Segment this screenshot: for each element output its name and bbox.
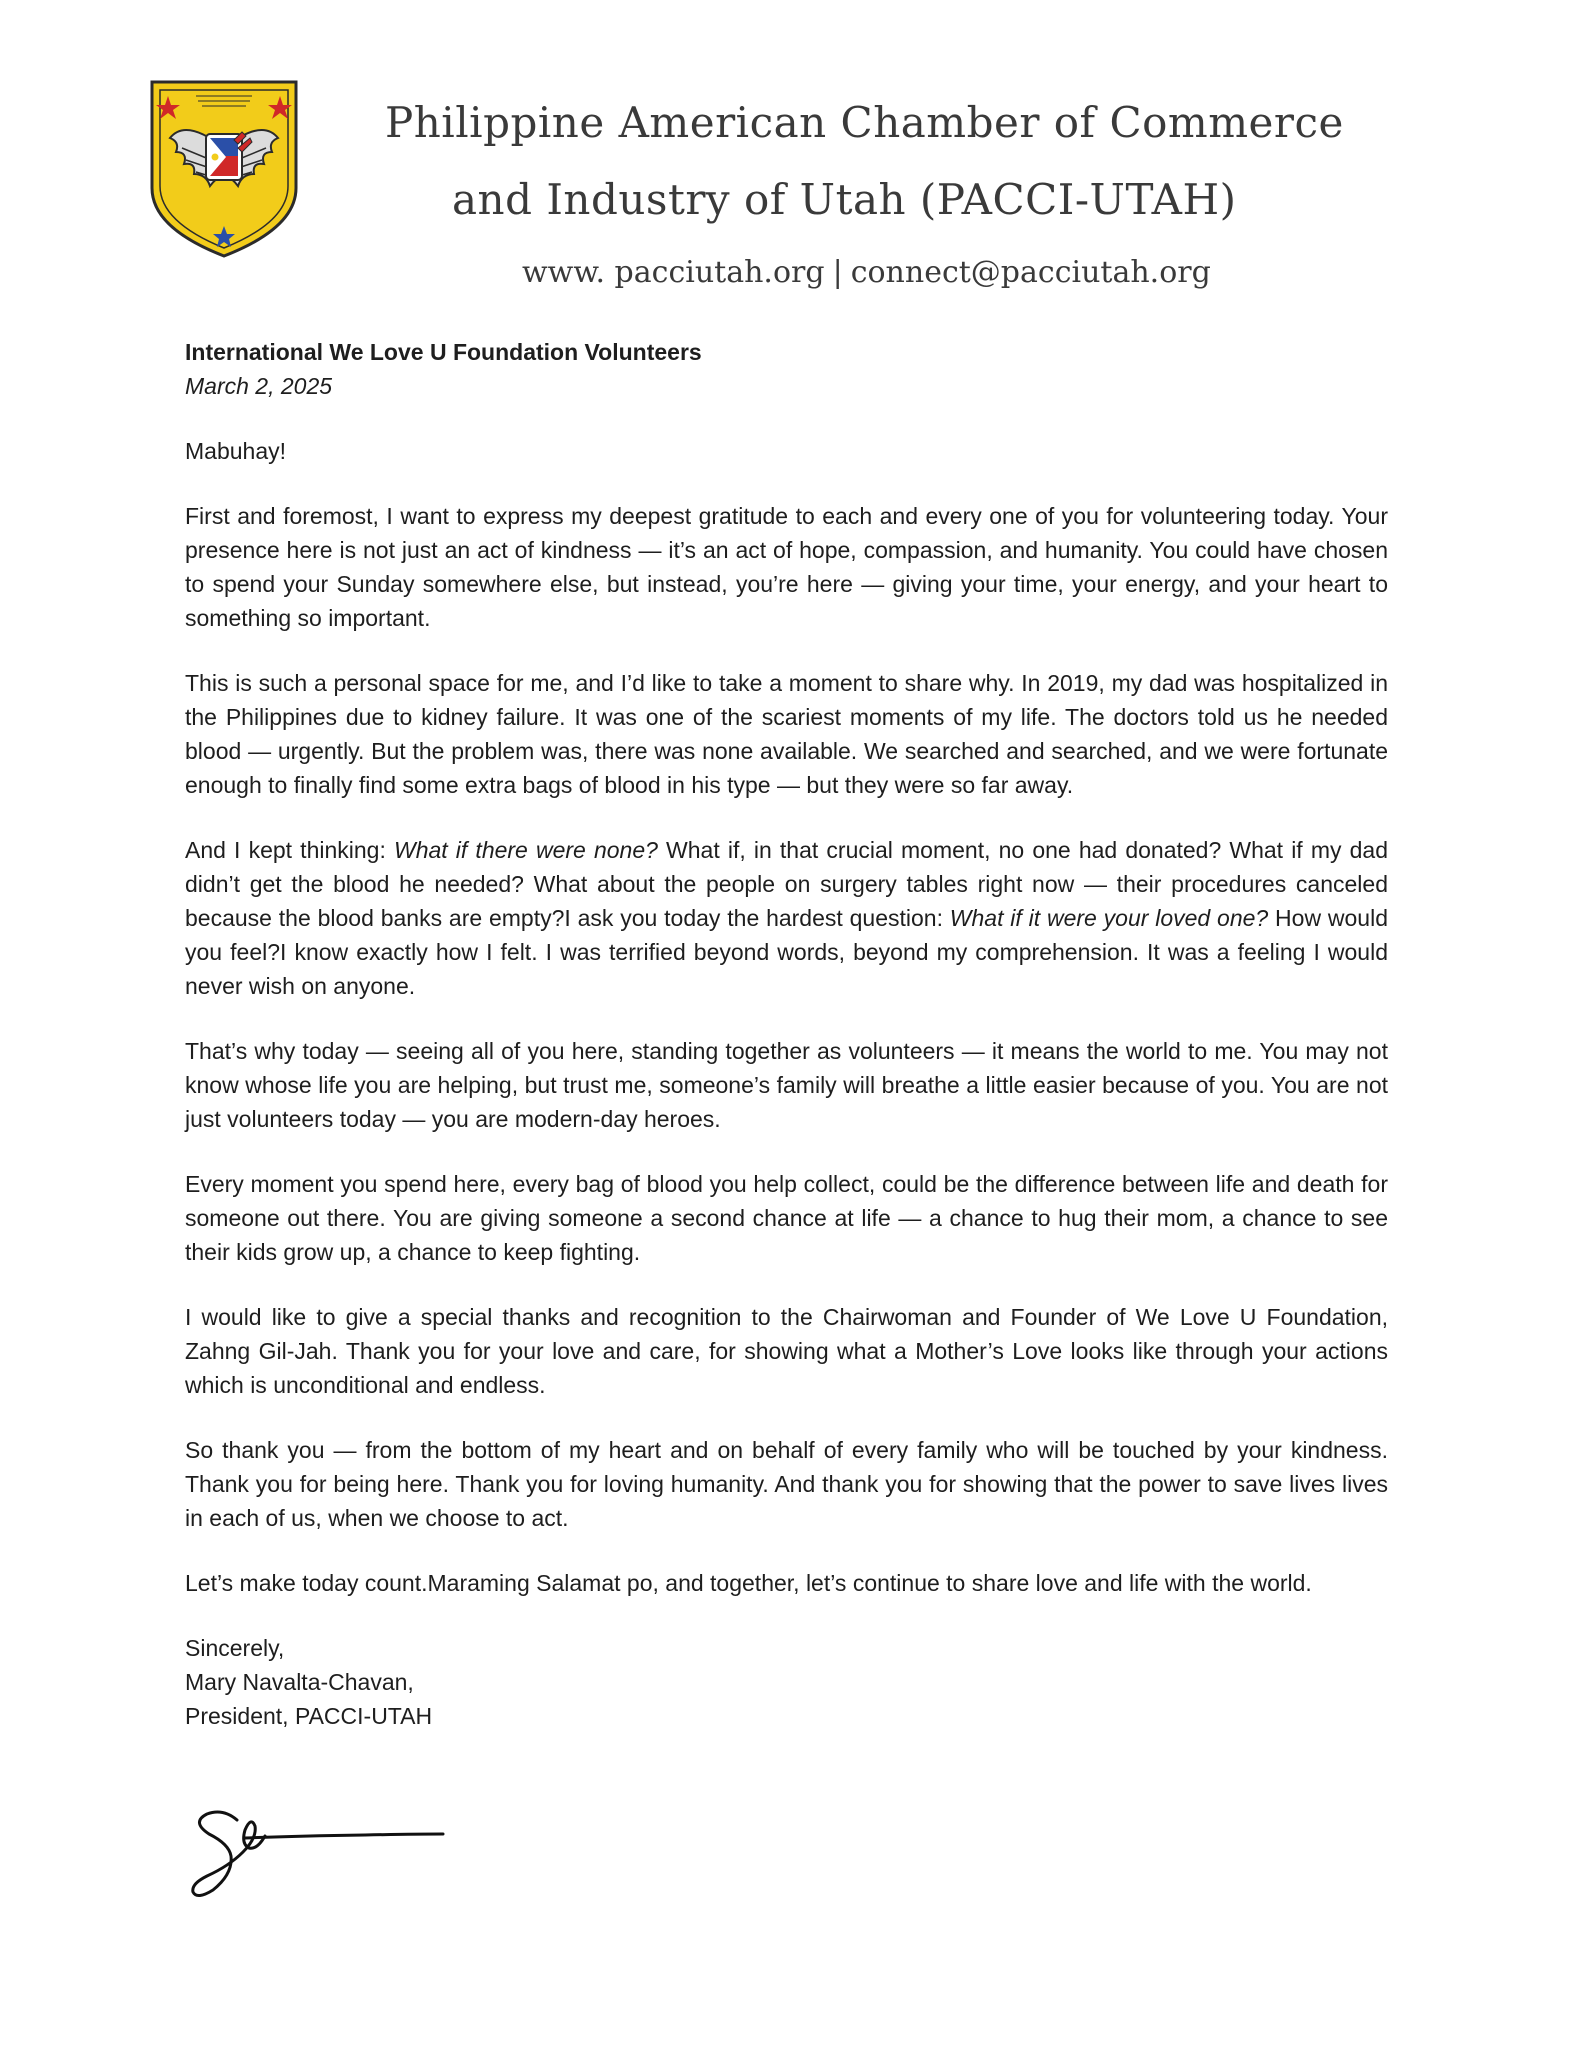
handwritten-signature-icon xyxy=(185,1800,455,1900)
paragraph-4: That’s why today — seeing all of you here, standing together as volunteers — it means the world to me. You may not know whose life you are helping, but trust me, someone’s family will breathe a little easier because of you. You are not just volunteers today — you are modern-day heroes. xyxy=(185,1038,1388,1132)
organization-name-line-2: and Industry of Utah (PACCI-UTAH) xyxy=(452,175,1237,224)
website-link[interactable]: www. pacciutah.org xyxy=(522,255,825,290)
organization-name-line-1: Philippine American Chamber of Commerce xyxy=(385,98,1344,147)
email-link[interactable]: connect@pacciutah.org xyxy=(850,255,1211,290)
paragraph-3-italic-b: What if it were your loved one? xyxy=(949,905,1269,931)
paragraph-3-text-a: And I kept thinking: xyxy=(185,837,394,863)
contact-info xyxy=(522,255,1211,290)
closing: Sincerely, xyxy=(185,1635,285,1661)
letter-greeting: Mabuhay! xyxy=(185,438,287,464)
signer-title: President, PACCI-UTAH xyxy=(185,1703,433,1729)
paragraph-3-text-c: How would you feel?I know exactly how I felt. I was terrified beyond words, beyond my comprehension. It was a feeling I would never wish on anyone. xyxy=(185,905,1388,999)
contact-separator: | xyxy=(832,255,843,290)
paragraph-1: First and foremost, I want to express my deepest gratitude to each and every one of you for volunteering today. Your presence here is not just an act of kindness — it’s an act of hope, compassion, and humanity. You could have chosen to spend your Sunday somewhere else, but instead, you’re here — giving your time, your energy, and your heart to something so important. xyxy=(185,503,1388,631)
letter-heading: International We Love U Foundation Volunteers xyxy=(185,339,702,365)
letter-date: March 2, 2025 xyxy=(185,373,333,399)
paragraph-7: So thank you — from the bottom of my heart and on behalf of every family who will be touched by your kindness. Thank you for being here. Thank you for loving humanity. And thank you for showing that the power to save lives lives in each of us, when we choose to act. xyxy=(185,1437,1388,1531)
paragraph-8: Let’s make today count.Maraming Salamat po, and together, let’s continue to share love and life with the world. xyxy=(185,1570,1312,1596)
paragraph-6: I would like to give a special thanks and recognition to the Chairwoman and Founder of We Love U Foundation, Zahng Gil-Jah. Thank you for your love and care, for showing what a Mother’s Love looks like through your actions which is unconditional and endless. xyxy=(185,1304,1388,1398)
letter-body xyxy=(185,335,1388,1733)
paragraph-3 xyxy=(185,833,1388,1003)
signer-name: Mary Navalta-Chavan, xyxy=(185,1669,414,1695)
pacci-utah-logo-icon xyxy=(146,78,302,260)
paragraph-3-italic-a: What if there were none? xyxy=(393,837,658,863)
paragraph-3-text-b: What if, in that crucial moment, no one had donated? What if my dad didn’t get the blood he needed? What about the people on surgery tables right now — their procedures canceled because the blood banks are empty?I ask you today the hardest question: xyxy=(185,837,1388,931)
paragraph-2: This is such a personal space for me, and I’d like to take a moment to share why. In 2019, my dad was hospitalized in the Philippines due to kidney failure. It was one of the scariest moments of my life. The doctors told us he needed blood — urgently. But the problem was, there was none available. We searched and searched, and we were fortunate enough to finally find some extra bags of blood in his type — but they were so far away. xyxy=(185,670,1388,798)
paragraph-5: Every moment you spend here, every bag of blood you help collect, could be the difference between life and death for someone out there. You are giving someone a second chance at life — a chance to hug their mom, a chance to see their kids grow up, a chance to keep fighting. xyxy=(185,1171,1388,1265)
